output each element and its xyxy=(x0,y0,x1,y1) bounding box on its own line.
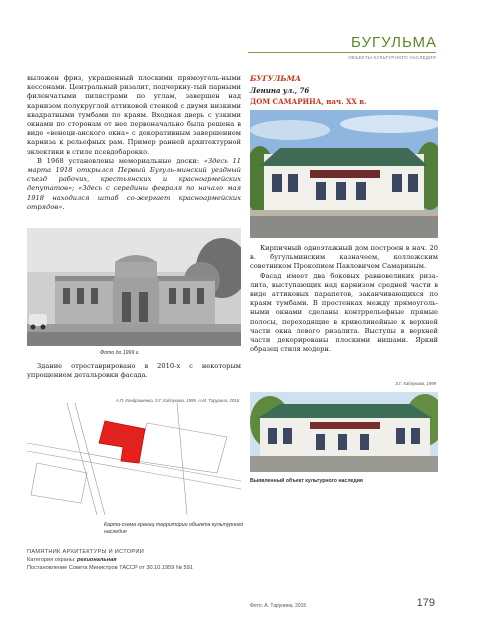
protection-category xyxy=(27,557,117,563)
photo-credit: Фото: А. Тарунина, 2015 xyxy=(250,603,307,609)
object-name: ДОМ САМАРИНА, нач. XX в. xyxy=(250,97,367,106)
protection-category-label: Категория охраны: xyxy=(27,557,77,563)
topic-city: БУГУЛЬМА xyxy=(250,74,301,83)
left-paragraph-1: выложен фриз, украшенный плоскими прямоуголь-ными кессонами. Центральный ризалит, подчеркну-тый парными филенчатыми пилястрами по углам, завершен над карнизом полукруглой аттиковой стенкой с двумя низкими квадратными тумбами по краям. Входная дверь с узкими окнами по сторонам от нее первоначально была решена в виде «венеци-анского окна» с декоративным завершением карниза к рельефных рам. Пример ранней архитектурной эклектики в стиле псевдобарокко. xyxy=(27,74,241,156)
old-photo-caption: Фото до 1999 г. xyxy=(100,350,140,356)
memorial-quote: «Здесь 11 марта 1918 открылся Первый Бугуль-минский уездный съезд рабочих, крестьянских и красноармейских депутатов»; «Здесь с середины февраля по начало мая 1918 находился штаб со-жергает красноармейских отрядов». xyxy=(27,156,241,211)
header-divider xyxy=(248,52,436,53)
right-column-text xyxy=(250,244,438,354)
restoration-note xyxy=(27,362,241,380)
left-author-credit: А.П. Кондрашенко, З.Г. Каблукова, 1999. А.М. Тарурина, 2016 xyxy=(115,398,239,403)
section-subtitle: ОБЪЕКТЫ КУЛЬТУРНОГО НАСЛЕДИЯ xyxy=(348,55,436,60)
monument-type: ПАМЯТНИК АРХИТЕКТУРЫ И ИСТОРИИ xyxy=(27,549,145,555)
territory-map xyxy=(27,403,241,515)
samarin-house-photo xyxy=(250,110,438,238)
decree-reference: Постановление Совета Министров ТАССР от 30.10.1959 № 591 xyxy=(27,565,193,571)
protection-category-value: региональная xyxy=(77,557,117,563)
right-paragraph-1: Кирпичный одноэтажный дом построен в нач. 20 в. бугульминским казначеем, коллежским советником Прокопием Павловичем Самариным. xyxy=(250,244,438,271)
left-column-text xyxy=(27,74,241,212)
samarin-house-recent-photo xyxy=(250,392,438,472)
right-paragraph-2: Фасад имеет два боковых равновеликих риза-лита, выступающих над карнизом средней части в виде аттиковых парапетов, заканчивающихся по краям тумбами. В простенках между прямоуголь-ными окнами сделаны контррельефные прямые полосы, переходящие в криволинейные к верхней части окна левого ризалита. Выступы в верхней части декорированы плоскими нишами. Яркий образец стиля модерн. xyxy=(250,271,438,354)
identified-object-caption: Выявленный объект культурного наследия xyxy=(250,478,363,484)
left-paragraph-2 xyxy=(27,157,241,212)
map-caption: Карта-схема границ территории объекта культурного наследия xyxy=(104,522,244,535)
street-address: Ленина ул., 76 xyxy=(250,86,310,95)
right-author-credit: З.Г. Каблукова, 1999 xyxy=(395,381,436,386)
restoration-text: Здание отреставрировано в 2010-х с некоторым упрощением детальровки фасада. xyxy=(27,362,241,379)
left-paragraph-2-start: В 1968 установлены мемориальные доски: xyxy=(37,156,204,165)
old-building-photo xyxy=(27,228,241,346)
section-title: БУГУЛЬМА xyxy=(350,34,437,51)
page-number: 179 xyxy=(416,597,435,609)
